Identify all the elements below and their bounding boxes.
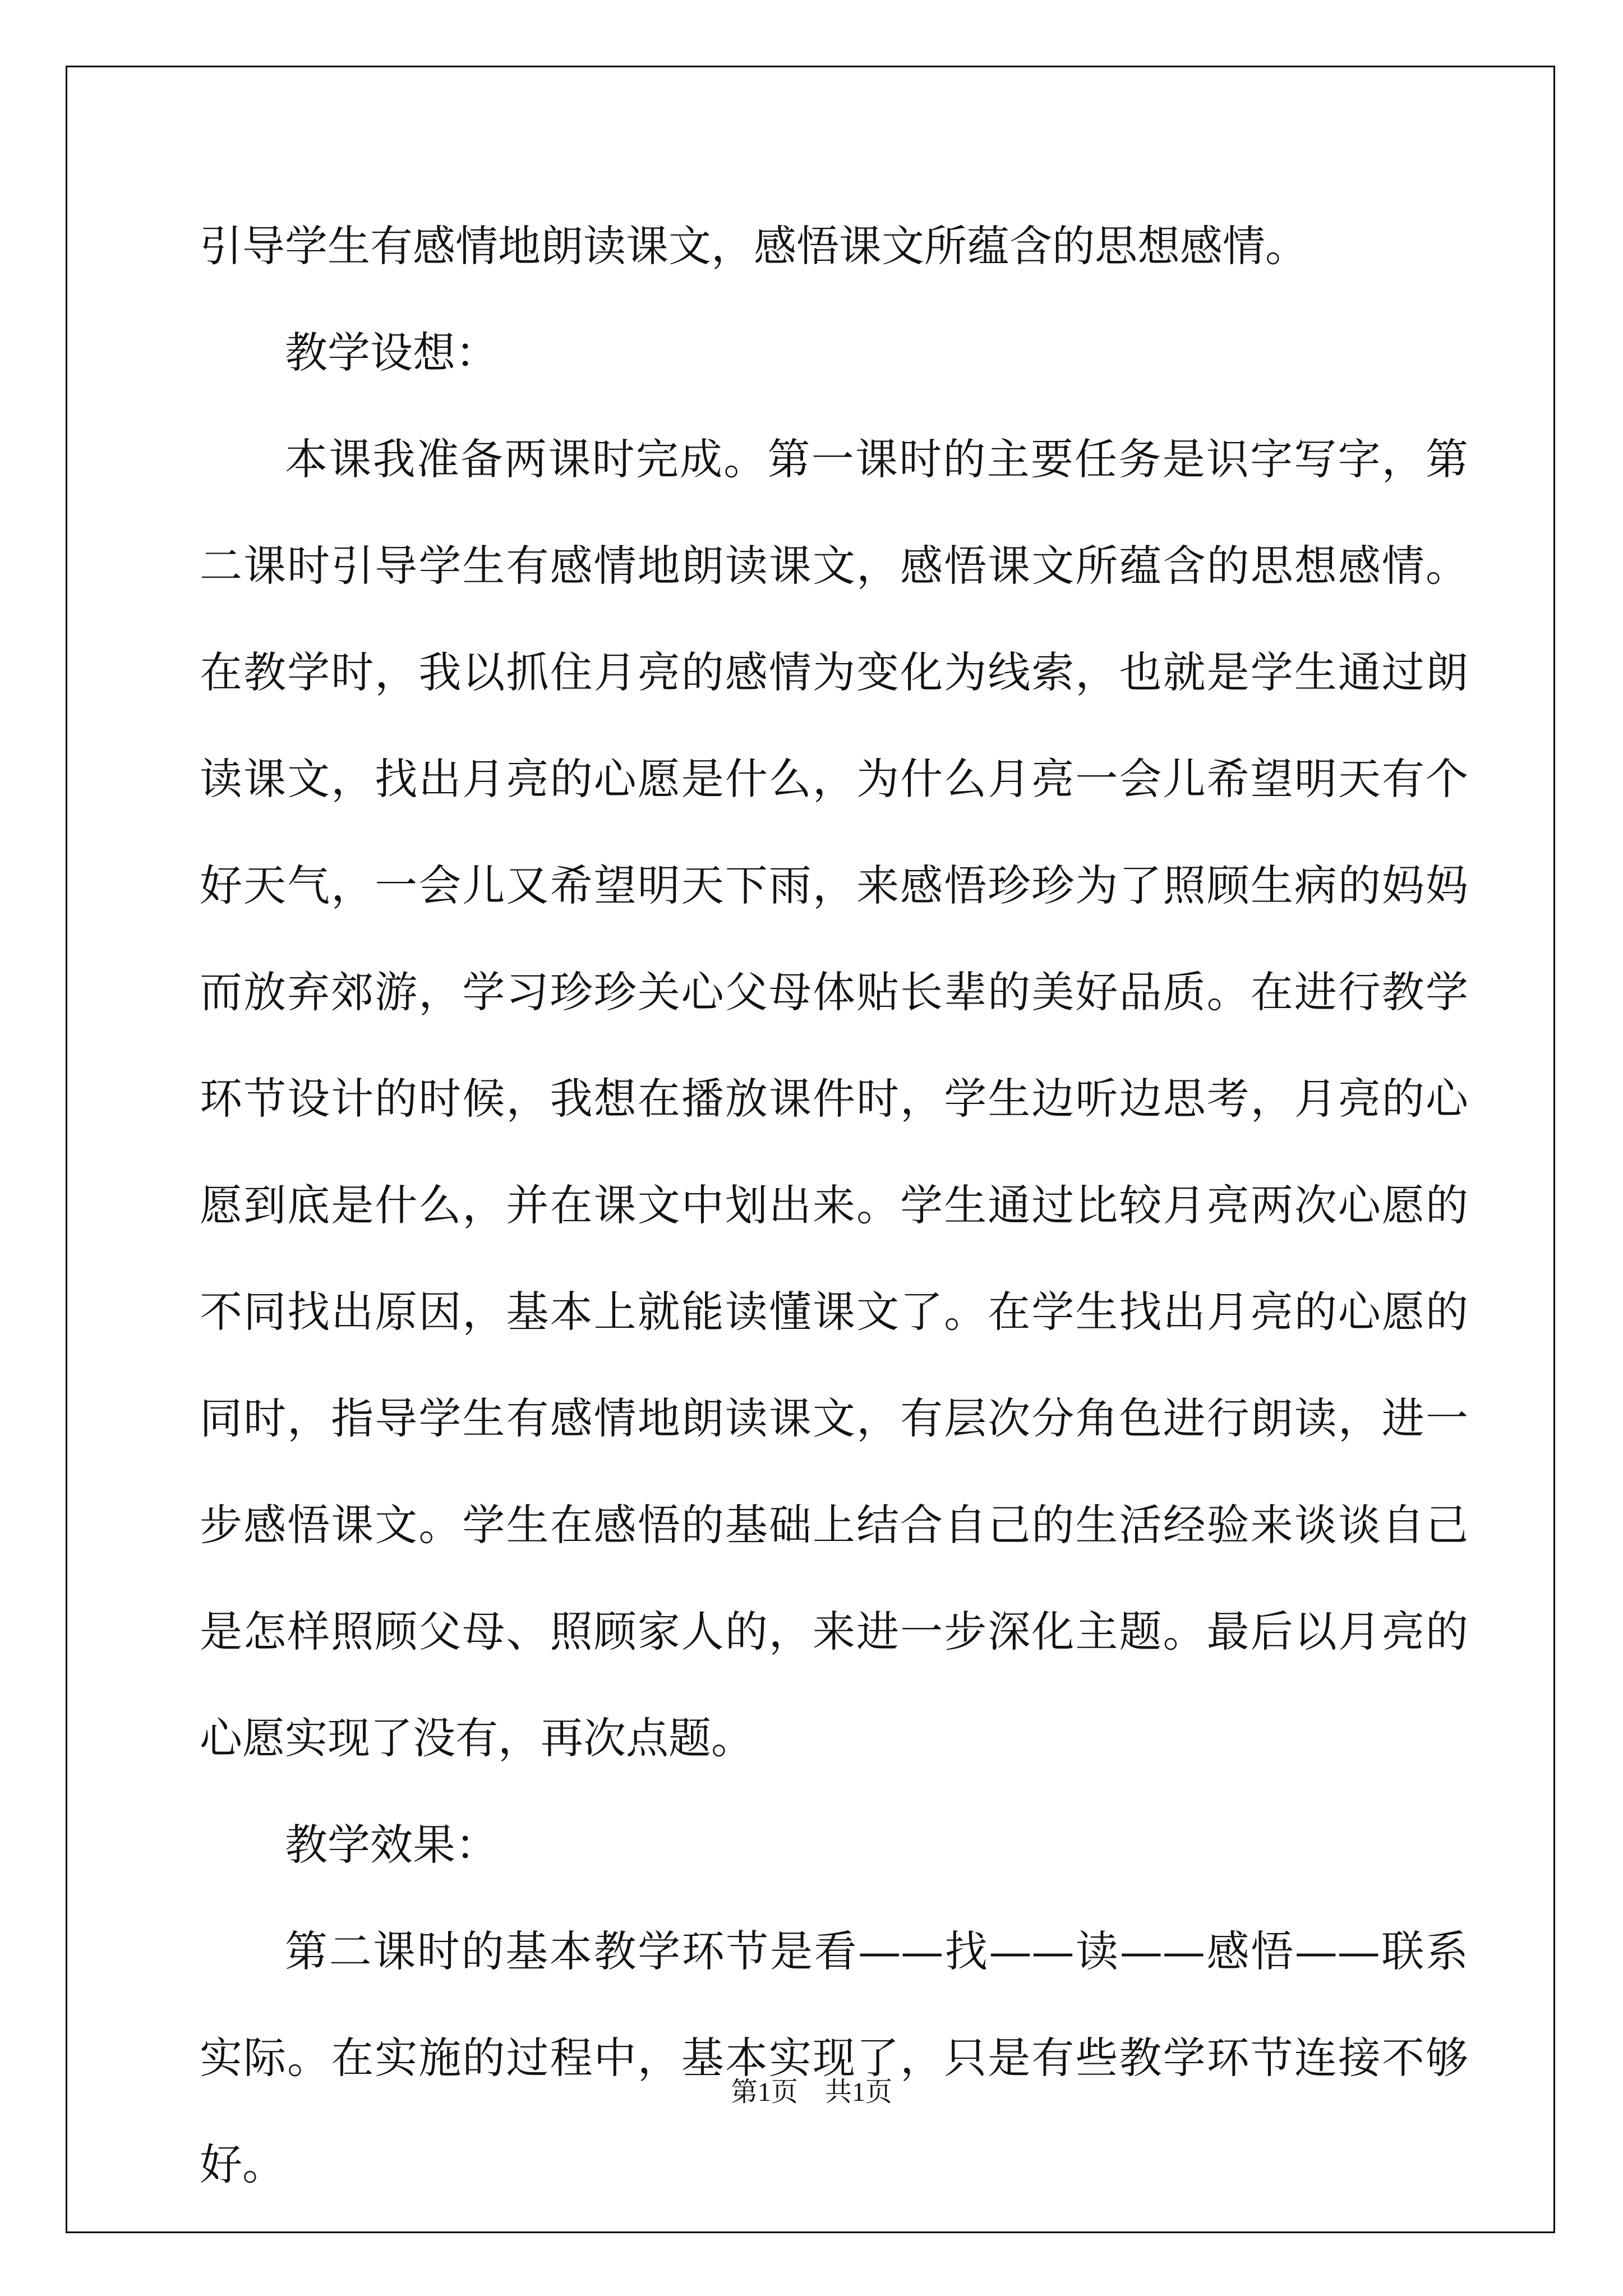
paragraph-teaching-idea: 本课我准备两课时完成。第一课时的主要任务是识字写字，第二课时引导学生有感情地朗读课文，感悟课文所蕴含的思想感情。在教学时，我以抓住月亮的感情为变化为线索，也就是学生通过朗读课文，找出月亮的心愿是什么，为什么月亮一会儿希望明天有个好天气，一会儿又希望明天下雨，来感悟珍珍为了照顾生病的妈妈而放弃郊游，学习珍珍关心父母体贴长辈的美好品质。在进行教学环节设计的时候，我想在播放课件时，学生边听边思考，月亮的心愿到底是什么，并在课文中划出来。学生通过比较月亮两次心愿的不同找出原因，基本上就能读懂课文了。在学生找出月亮的心愿的同时，指导学生有感情地朗读课文，有层次分角色进行朗读，进一步感悟课文。学生在感悟的基础上结合自己的生活经验来谈谈自己是怎样照顾父母、照顾家人的，来进一步深化主题。最后以月亮的心愿实现了没有，再次点题。 — [200, 434, 1468, 1763]
paragraph-intro: 引导学生有感情地朗读课文，感悟课文所蕴含的思想感情。 — [200, 221, 1308, 271]
heading-teaching-effect: 教学效果： — [285, 1820, 498, 1870]
page-footer — [0, 2076, 1623, 2109]
paragraph-teaching-effect: 第二课时的基本教学环节是看——找——读——感悟——联系实际。在实施的过程中，基本实现了，只是有些教学环节连接不够好。 — [200, 1926, 1468, 2189]
heading-teaching-idea: 教学设想： — [285, 328, 498, 378]
page-number-total: 共1页 — [825, 2077, 893, 2107]
document-body — [200, 193, 1468, 2218]
page-number-current: 第1页 — [730, 2077, 798, 2107]
